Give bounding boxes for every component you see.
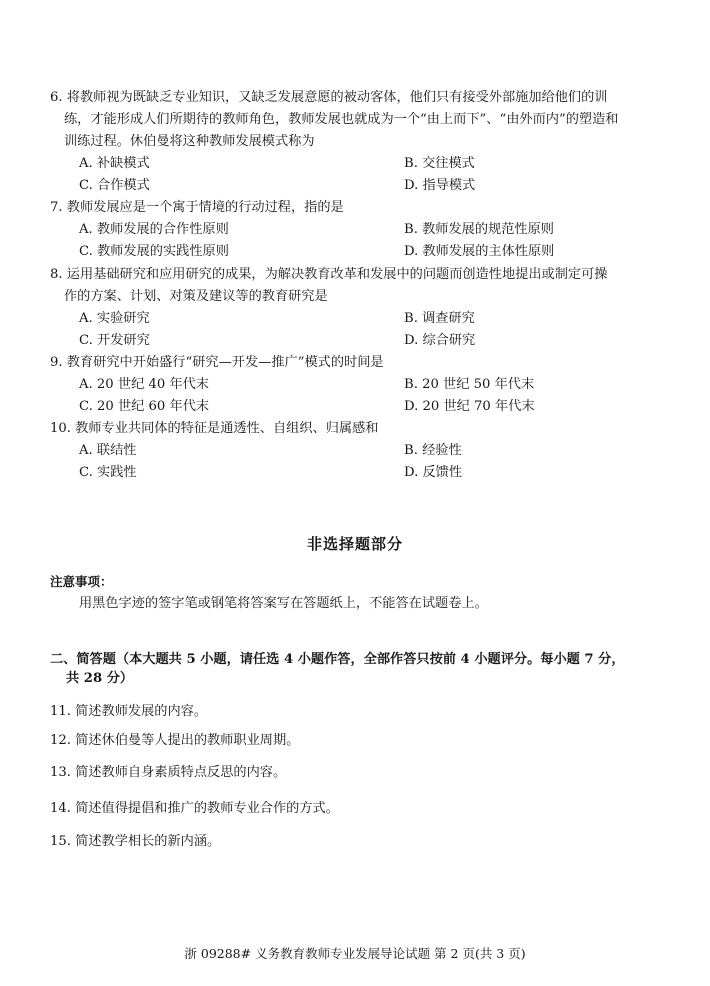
q9-option-d: D. 20 世纪 70 年代末: [404, 399, 535, 414]
q10-option-c: C. 实践性: [79, 465, 137, 480]
q10-option-a: A. 联结性: [79, 443, 137, 458]
section-title: 非选择题部分: [306, 535, 403, 553]
page-footer: 浙 09288# 义务教育教师专业发展导论试题 第 2 页(共 3 页): [184, 946, 526, 961]
q7-option-a: A. 教师发展的合作性原则: [79, 222, 229, 237]
q6-stem-line-1: 6. 将教师视为既缺乏专业知识，又缺乏发展意愿的被动客体，他们只有接受外部施加给他们的训: [50, 90, 608, 105]
q9-option-a: A. 20 世纪 40 年代末: [79, 377, 209, 392]
short-question-14: 14. 简述值得提倡和推广的教师专业合作的方式。: [50, 801, 339, 816]
q6-option-c: C. 合作模式: [79, 178, 150, 193]
q6-stem-line-2: 练，才能形成人们所期待的教师角色，教师发展也就成为一个“由上而下”、“由外而内”的塑造和: [64, 112, 619, 127]
q9-stem: 9. 教育研究中开始盛行“研究—开发—推广”模式的时间是: [50, 355, 384, 370]
q10-option-d: D. 反馈性: [404, 465, 463, 480]
q10-option-b: B. 经验性: [404, 443, 462, 458]
q10-stem: 10. 教师专业共同体的特征是通透性、自组织、归属感和: [50, 421, 379, 436]
short-question-12: 12. 简述休伯曼等人提出的教师职业周期。: [50, 733, 300, 748]
q6-option-d: D. 指导模式: [404, 178, 476, 193]
part-heading-line-1: 二、简答题（本大题共 5 小题，请任选 4 小题作答，全部作答只按前 4 小题评分。每小题 7 分，: [50, 652, 625, 667]
q7-option-b: B. 教师发展的规范性原则: [404, 222, 554, 237]
part-heading-line-2: 共 28 分）: [66, 671, 134, 686]
short-question-15: 15. 简述教学相长的新内涵。: [50, 834, 221, 849]
q7-stem: 7. 教师发展应是一个寓于情境的行动过程，指的是: [50, 200, 344, 215]
q7-option-c: C. 教师发展的实践性原则: [79, 244, 229, 259]
notice-text: 用黑色字迹的签字笔或钢笔将答案写在答题纸上，不能答在试题卷上。: [79, 596, 488, 611]
q8-option-b: B. 调查研究: [404, 311, 475, 326]
q8-stem-line-2: 作的方案、计划、对策及建议等的教育研究是: [64, 289, 328, 304]
short-question-13: 13. 简述教师自身素质特点反思的内容。: [50, 765, 287, 780]
q9-option-c: C. 20 世纪 60 年代末: [79, 399, 210, 414]
notice-label: 注意事项：: [50, 574, 113, 589]
q8-option-c: C. 开发研究: [79, 333, 150, 348]
q8-stem-line-1: 8. 运用基础研究和应用研究的成果，为解决教育改革和发展中的问题而创造性地提出或制定可操: [50, 267, 608, 282]
q6-option-a: A. 补缺模式: [79, 156, 150, 171]
q8-option-d: D. 综合研究: [404, 333, 476, 348]
q8-option-a: A. 实验研究: [79, 311, 150, 326]
q6-stem-line-3: 训练过程。休伯曼将这种教师发展模式称为: [64, 134, 315, 149]
q9-option-b: B. 20 世纪 50 年代末: [404, 377, 535, 392]
q7-option-d: D. 教师发展的主体性原则: [404, 244, 555, 259]
short-question-11: 11. 简述教师发展的内容。: [50, 704, 208, 719]
q6-option-b: B. 交往模式: [404, 156, 475, 171]
